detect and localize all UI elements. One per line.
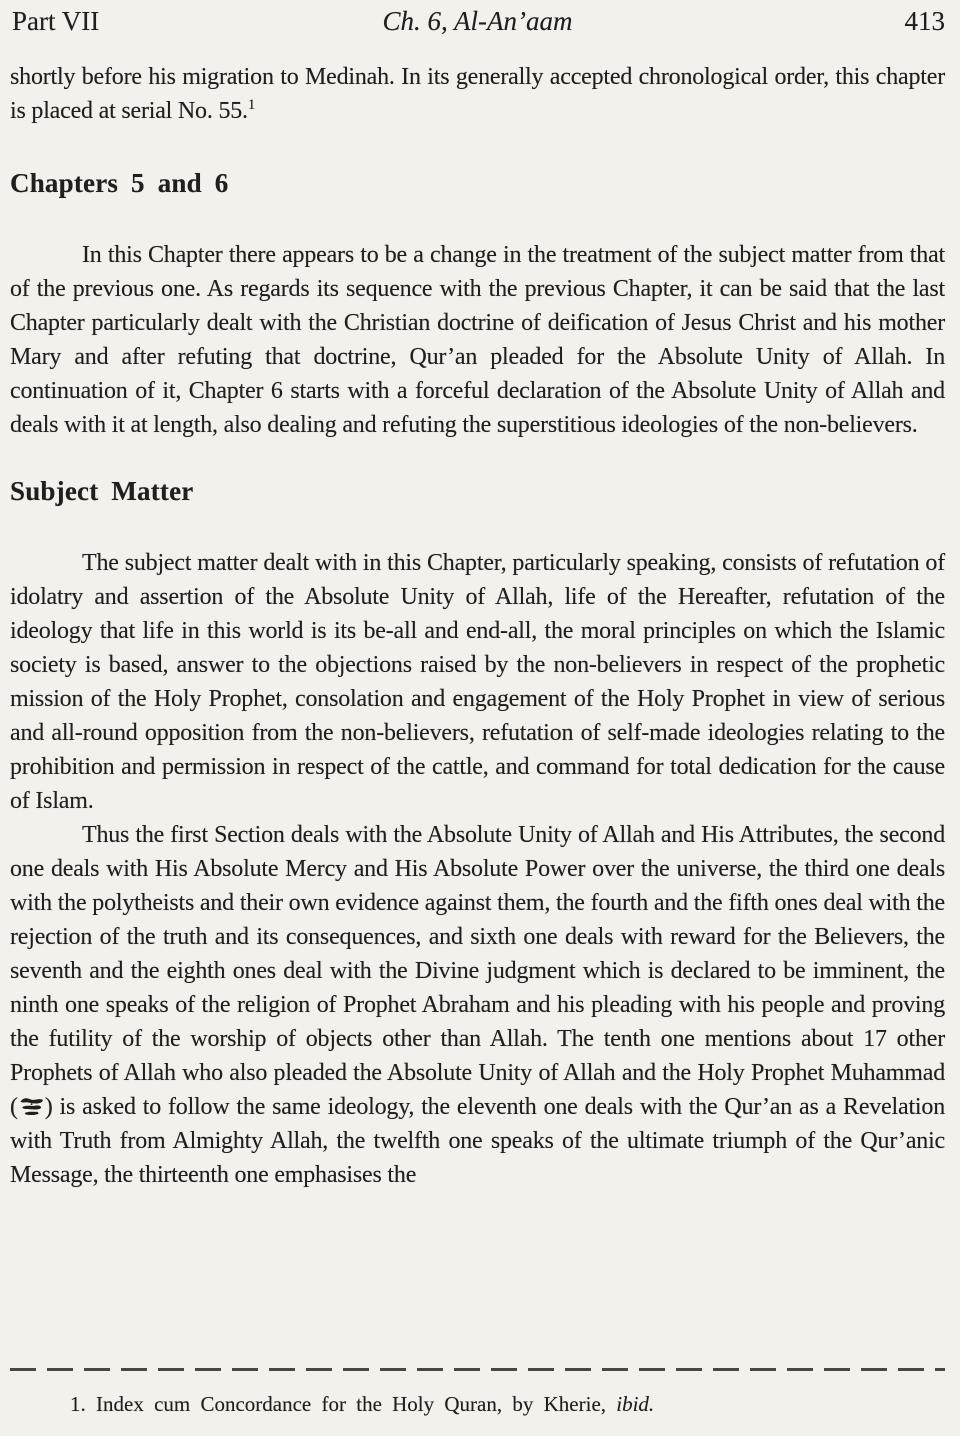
paragraph-text-after-honorific: ) is asked to follow the same ideology, the eleventh one deals with the Qur’an as a Revelation with Truth from Almighty Allah, the twelfth one speaks of the ultimate triumph of the Qur’anic Message, the thirteenth one emphasises the bbox=[10, 1094, 945, 1188]
body-paragraph bbox=[10, 818, 945, 1192]
body-paragraph: In this Chapter there appears to be a change in the treatment of the subject matter from that of the previous one. As regards its sequence with the previous Chapter, it can be said that the last Chapter particularly dealt with the Christian doctrine of deification of Jesus Christ and his mother Mary and after refuting that doctrine, Qur’an pleaded for the Absolute Unity of Allah. In continuation of it, Chapter 6 starts with a forceful declaration of the Absolute Unity of Allah and deals with it at length, also dealing and refuting the superstitious ideologies of the non-believers. bbox=[10, 242, 945, 438]
footnote-number: 1. bbox=[70, 1392, 86, 1416]
header-part-label: Part VII bbox=[12, 6, 100, 36]
intro-paragraph bbox=[10, 60, 945, 128]
footnote-reference-mark: 1 bbox=[247, 97, 256, 113]
header-page-number: 413 bbox=[904, 6, 945, 36]
footnote bbox=[70, 1391, 945, 1417]
intro-paragraph-text: shortly before his migration to Medinah. In its generally accepted chronological order, this chapter is placed at serial No. 55. bbox=[10, 64, 945, 124]
paragraph-text-before-honorific: Thus the first Section deals with the Absolute Unity of Allah and His Attributes, the second one deals with His Absolute Mercy and His Absolute Power over the universe, the third one deals with the polytheists and their own evidence against them, the fourth and the fifth ones deal with the rejection of the truth and its consequences, and sixth one deals with reward for the Believers, the seventh and the eighth ones deal with the Divine judgment which is declared to be imminent, the ninth one speaks of the religion of Prophet Abraham and his pleading with his people and proving the futility of the worship of objects other than Allah. The tenth one mentions about 17 other Prophets of Allah who also pleaded the Absolute Unity of Allah and the Holy Prophet Muhammad ( bbox=[10, 822, 945, 1120]
body-paragraph: The subject matter dealt with in this Chapter, particularly speaking, consists of refutation of idolatry and assertion of the Absolute Unity of Allah, life of the Hereafter, refutation of the ideology that life in this world is its be-all and end-all, the moral principles on which the Islamic society is based, answer to the objections raised by the non-believers in respect of the prophetic mission of the Holy Prophet, consolation and engagement of the Holy Prophet in view of serious and all-round opposition from the non-believers, refutation of self-made ideologies relating to the prohibition and permission in respect of the cattle, and command for total dedication for the cause of Islam. bbox=[10, 550, 945, 814]
header-chapter-title: Ch. 6, Al-An’aam bbox=[382, 6, 573, 36]
pbuh-honorific-icon bbox=[19, 1096, 44, 1117]
page-footer bbox=[10, 1368, 945, 1417]
footnote-citation-ref: ibid. bbox=[616, 1392, 655, 1416]
running-header bbox=[10, 6, 945, 36]
footnote-separator-rule bbox=[10, 1368, 945, 1371]
page-body bbox=[10, 60, 945, 1192]
footnote-text: Index cum Concordance for the Holy Quran, by Kherie, bbox=[96, 1392, 607, 1416]
section-heading-chapters-5-and-6: Chapters 5 and 6 bbox=[10, 168, 229, 198]
section-heading-subject-matter: Subject Matter bbox=[10, 476, 194, 506]
